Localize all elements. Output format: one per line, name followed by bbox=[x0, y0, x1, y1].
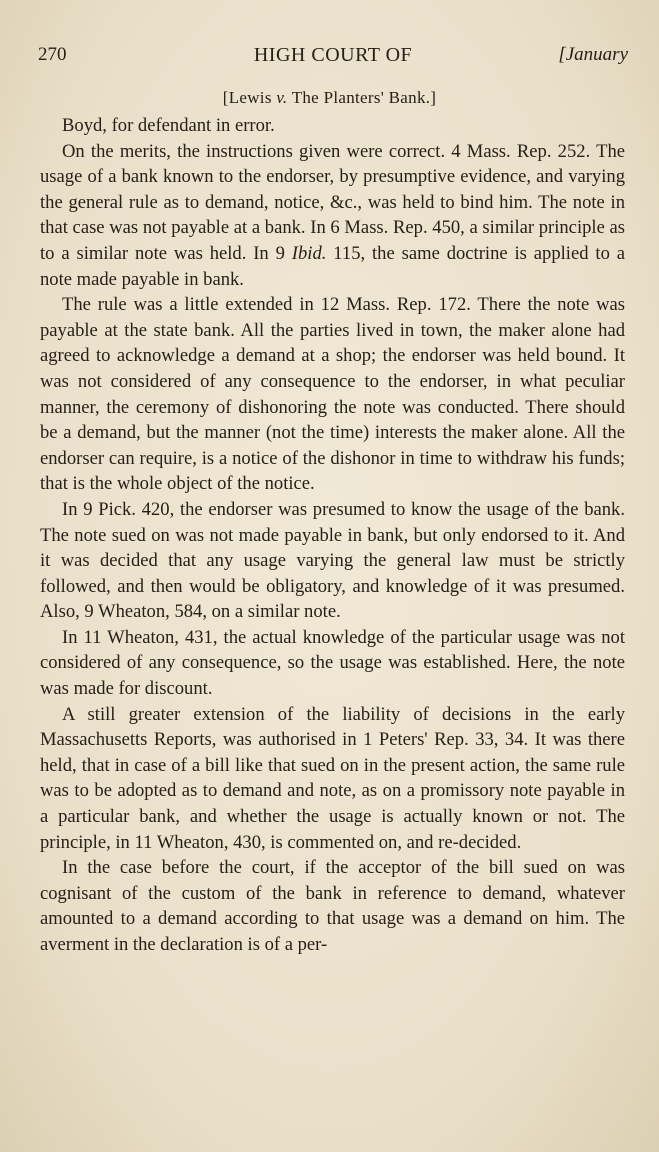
paragraph bbox=[40, 702, 625, 856]
case-name-suffix: The Planters' Bank.] bbox=[291, 88, 437, 107]
paragraph-text: The rule was a little extended in 12 Mass. Rep. 172. There the note was payable at the state bank. All the parties lived in town, the maker alone had agreed to acknowledge a demand at a shop; the endorser was held bound. It was not considered of any consequence to the endorser, in what peculiar manner, the ceremony of dishonoring the note was conducted. There should be a demand, but the manner (not the time) interests the maker alone. All the endorser can require, is a notice of the dishonor in time to withdraw his funds; that is the whole object of the notice. bbox=[40, 294, 625, 495]
paragraph-text: A still greater extension of the liability of decisions in the early Massachusetts Reports, was authorised in 1 Peters' Rep. 33, 34. It was there held, that in case of a bill like that sued on in the present action, the same rule was to be adopted as to demand and note, as on a promissory note payable in a particular bank, and whether the usage is actually known or not. The principle, in 11 Wheaton, 430, is commented on, and re-decided. bbox=[40, 703, 625, 853]
running-date: [January bbox=[558, 44, 628, 65]
body-text bbox=[40, 113, 625, 958]
paragraph-text: 115, the same doctrine is applied to a note made payable in bank. bbox=[40, 242, 625, 290]
case-name bbox=[0, 88, 659, 108]
paragraph bbox=[40, 625, 625, 702]
paragraph-text: In 11 Wheaton, 431, the actual knowledge of the particular usage was not considered of any consequence, so the usage was established. Here, the note was made for discount. bbox=[40, 626, 625, 700]
running-title: HIGH COURT OF bbox=[253, 44, 413, 66]
paragraph bbox=[40, 292, 625, 497]
paragraph bbox=[40, 139, 625, 293]
page-number: 270 bbox=[38, 44, 67, 65]
case-name-prefix: [Lewis bbox=[222, 88, 272, 107]
italic-citation: Ibid. bbox=[291, 242, 327, 264]
paragraph-text: In the case before the court, if the acceptor of the bill sued on was cognisant of the custom of the bank in reference to demand, whatever amounted to a demand according to that usage was a demand on him. The averment in the declaration is of a per- bbox=[40, 857, 625, 955]
paragraph bbox=[40, 113, 625, 139]
paragraph bbox=[40, 855, 625, 957]
case-name-versus: v. bbox=[276, 88, 288, 107]
running-header bbox=[38, 44, 628, 72]
paragraph bbox=[40, 497, 625, 625]
paragraph-text: Boyd, for defendant in error. bbox=[62, 115, 275, 136]
paragraph-text: In 9 Pick. 420, the endorser was presumed to know the usage of the bank. The note sued on was not made payable in bank, but only endorsed to it. And it was decided that any usage varying the general law must be strictly followed, and then would be obligatory, and knowledge of it was presumed. Also, 9 Wheaton, 584, on a similar note. bbox=[40, 498, 625, 623]
paragraph-text: On the merits, the instructions given were correct. 4 Mass. Rep. 252. The usage of a bank known to the endorser, by presumptive evidence, and varying the general rule as to demand, notice, &c., was held to bind him. The note in that case was not payable at a bank. In 6 Mass. Rep. 450, a similar principle as to a similar note was held. In 9 bbox=[40, 140, 625, 264]
